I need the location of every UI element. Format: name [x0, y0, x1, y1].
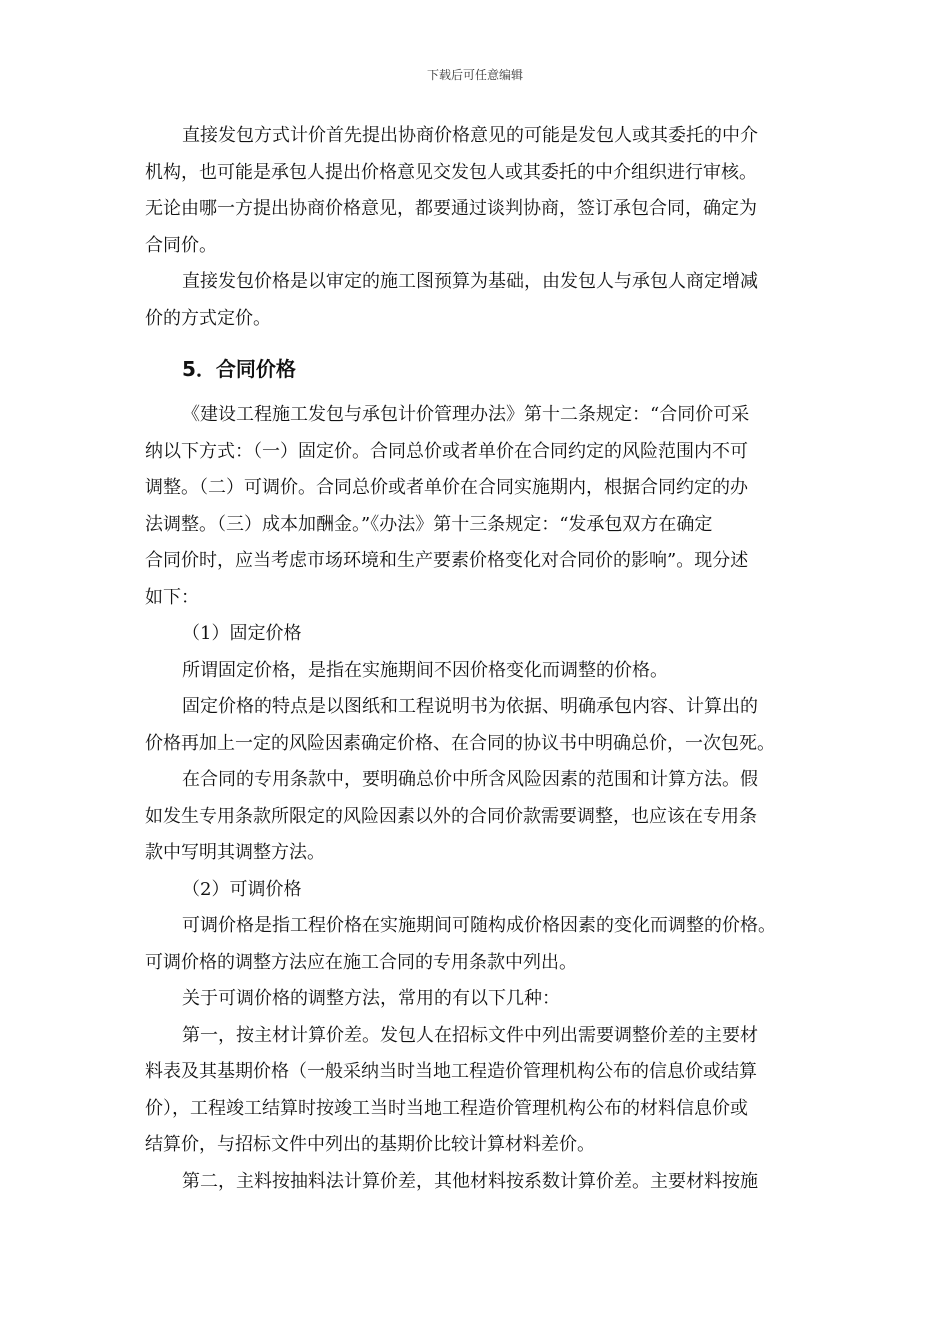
text-line: 法调整。（三）成本加酬金。”《办法》第十三条规定：“发承包双方在确定 [145, 513, 713, 535]
text-line: （1）固定价格 [182, 623, 302, 644]
text-line: 合同价。 [145, 234, 217, 256]
text-line: 价的方式定价。 [145, 307, 271, 329]
text-line: 料表及其基期价格（一般采纳当时当地工程造价管理机构公布的信息价或结算 [145, 1061, 757, 1082]
text-line: 《建设工程施工发包与承包计价管理办法》第十二条规定：“合同价可采 [182, 404, 750, 425]
paragraph [145, 397, 809, 616]
paragraph [145, 689, 809, 762]
section-heading: 5．合同价格 [182, 357, 296, 381]
text-line: 在合同的专用条款中，要明确总价中所含风险因素的范围和计算方法。假 [182, 769, 758, 790]
subheading-paragraph [145, 616, 809, 653]
text-line: 合同价时，应当考虑市场环境和生产要素价格变化对合同价的影响”。现分述 [145, 550, 749, 571]
text-line: 无论由哪一方提出协商价格意见，都要通过谈判协商，签订承包合同，确定为 [145, 198, 757, 219]
page-header-note: 下载后可任意编辑 [426, 68, 523, 82]
text-line: 价），工程竣工结算时按竣工当时当地工程造价管理机构公布的材料信息价或 [145, 1097, 748, 1119]
text-line: 机构，也可能是承包人提出价格意见交发包人或其委托的中介组织进行审核。 [145, 161, 757, 183]
text-line: 第二，主料按抽料法计算价差，其他材料按系数计算价差。主要材料按施 [182, 1170, 758, 1192]
text-line: 如下： [145, 586, 199, 608]
text-line: 可调价格是指工程价格在实施期间可随构成价格因素的变化而调整的价格。 [182, 915, 776, 936]
paragraph [145, 264, 809, 337]
text-line: 第一，按主材计算价差。发包人在招标文件中列出需要调整价差的主要材 [182, 1024, 758, 1046]
paragraph [145, 1164, 809, 1201]
document-body [145, 118, 809, 1200]
text-line: 直接发包价格是以审定的施工图预算为基础，由发包人与承包人商定增减 [182, 271, 758, 292]
text-line: 结算价，与招标文件中列出的基期价比较计算材料差价。 [145, 1134, 595, 1155]
text-line: 关于可调价格的调整方法，常用的有以下几种： [182, 988, 560, 1009]
paragraph [145, 1018, 809, 1164]
text-line: （2）可调价格 [182, 878, 302, 900]
text-line: 纳以下方式：（一）固定价。合同总价或者单价在合同约定的风险范围内不可 [145, 440, 748, 462]
text-line: 可调价格的调整方法应在施工合同的专用条款中列出。 [145, 951, 577, 973]
paragraph [145, 981, 809, 1018]
text-line: 价格再加上一定的风险因素确定价格、在合同的协议书中明确总价，一次包死。 [145, 732, 775, 754]
text-line: 如发生专用条款所限定的风险因素以外的合同价款需要调整，也应该在专用条 [145, 805, 757, 827]
paragraph [145, 762, 809, 872]
paragraph [145, 118, 809, 264]
subheading-paragraph [145, 872, 809, 909]
text-line: 款中写明其调整方法。 [145, 842, 325, 863]
text-line: 直接发包方式计价首先提出协商价格意见的可能是发包人或其委托的中介 [182, 125, 758, 146]
paragraph [145, 908, 809, 981]
text-line: 固定价格的特点是以图纸和工程说明书为依据、明确承包内容、计算出的 [182, 696, 758, 717]
paragraph [145, 653, 809, 690]
text-line: 调整。（二）可调价。合同总价或者单价在合同实施期内，根据合同约定的办 [145, 477, 748, 498]
text-line: 所谓固定价格，是指在实施期间不因价格变化而调整的价格。 [182, 659, 668, 681]
